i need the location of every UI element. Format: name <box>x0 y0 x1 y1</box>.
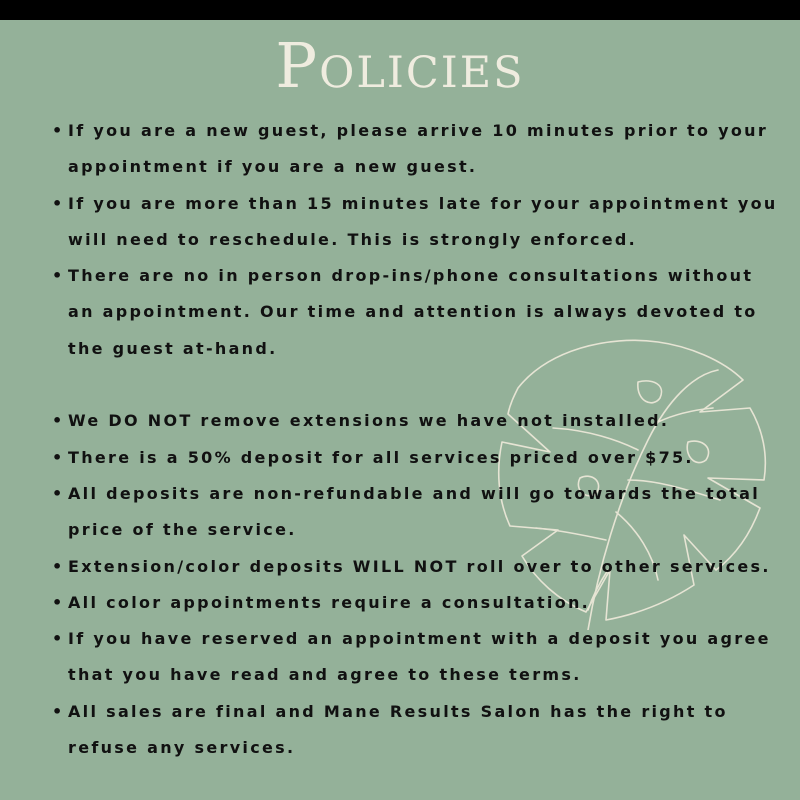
policy-text: All sales are final and Mane Results Salon has the right to refuse any services. <box>68 701 728 758</box>
list-item <box>52 113 782 186</box>
policy-text: There are no in person drop-ins/phone consultations without an appointment. Our time and attention is always devoted to the guest at-hand. <box>68 266 758 358</box>
bullet-icon: • <box>52 629 65 649</box>
bullet-icon: • <box>52 483 65 503</box>
policy-text: We DO NOT remove extensions we have not installed. <box>68 411 670 431</box>
bullet-icon: • <box>52 411 65 431</box>
bullet-icon: • <box>52 447 65 467</box>
bullet-icon: • <box>52 121 65 140</box>
bullet-icon: • <box>52 556 65 576</box>
policy-text: All deposits are non-refundable and will go towards the total price of the service. <box>68 483 761 540</box>
top-bar <box>0 0 800 20</box>
list-item <box>52 476 782 549</box>
policy-text: If you are a new guest, please arrive 10 minutes prior to your appointment if you are a new guest. <box>68 121 769 177</box>
list-item <box>52 694 782 767</box>
bullet-icon: • <box>52 193 65 213</box>
policy-text: If you are more than 15 minutes late for your appointment you will need to reschedule. This is strongly enforced. <box>68 193 778 249</box>
bullet-icon: • <box>52 701 65 721</box>
list-item <box>52 403 782 439</box>
list-item <box>52 549 782 585</box>
policy-list <box>52 113 782 766</box>
list-item <box>52 186 782 259</box>
policy-text: All color appointments require a consultation. <box>68 592 591 612</box>
policy-text: If you have reserved an appointment with a deposit you agree that you have read and agree to these terms. <box>68 629 771 685</box>
list-item <box>52 440 782 476</box>
bullet-icon: • <box>52 592 65 612</box>
policy-text: Extension/color deposits WILL NOT roll over to other services. <box>68 556 771 576</box>
list-item <box>52 258 782 367</box>
policy-text: There is a 50% deposit for all services priced over $75. <box>68 447 694 467</box>
page-title: Policies <box>275 29 525 102</box>
list-item <box>52 585 782 621</box>
list-item <box>52 621 782 694</box>
bullet-icon: • <box>52 266 65 286</box>
